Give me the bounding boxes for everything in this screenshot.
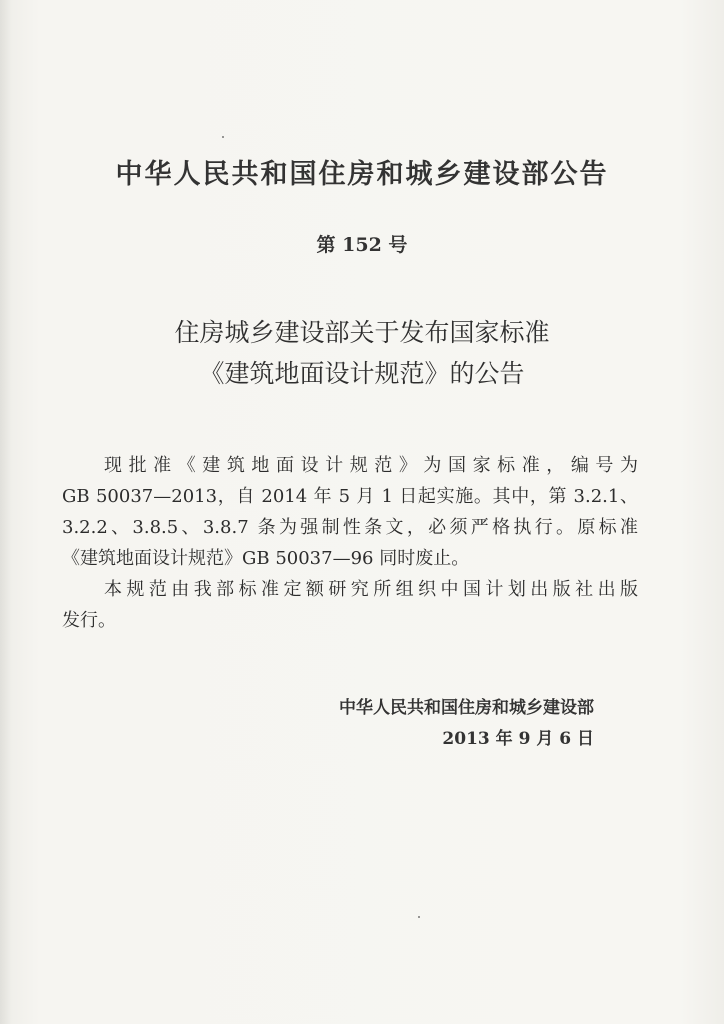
body-paragraph-1-line-3: 3.2.2、3.8.5、3.8.7 条为强制性条文，必须严格执行。原标准 bbox=[62, 517, 638, 538]
body-paragraph-1-line-2: GB 50037—2013，自 2014 年 5 月 1 日起实施。其中，第 3.2.1、 bbox=[62, 486, 638, 507]
announcement-subtitle-line-2: 《建筑地面设计规范》的公告 bbox=[199, 359, 525, 388]
scan-speck bbox=[222, 136, 224, 138]
announcement-number: 第 152 号 bbox=[316, 234, 408, 256]
body-paragraph-2-line-2: 发行。 bbox=[62, 610, 116, 631]
signature-date: 2013 年 9 月 6 日 bbox=[442, 729, 594, 749]
announcement-heading: 中华人民共和国住房和城乡建设部公告 bbox=[115, 159, 609, 190]
signature-organization: 中华人民共和国住房和城乡建设部 bbox=[339, 698, 594, 718]
announcement-subtitle-line-1: 住房城乡建设部关于发布国家标准 bbox=[174, 318, 550, 347]
body-paragraph-1-line-4: 《建筑地面设计规范》GB 50037—96 同时废止。 bbox=[62, 548, 470, 569]
body-paragraph-1-line-1: 现批准《建筑地面设计规范》为国家标准，编号为 bbox=[104, 455, 638, 476]
body-paragraph-2-line-1: 本规范由我部标准定额研究所组织中国计划出版社出版 bbox=[104, 579, 638, 600]
scan-speck bbox=[418, 916, 420, 918]
